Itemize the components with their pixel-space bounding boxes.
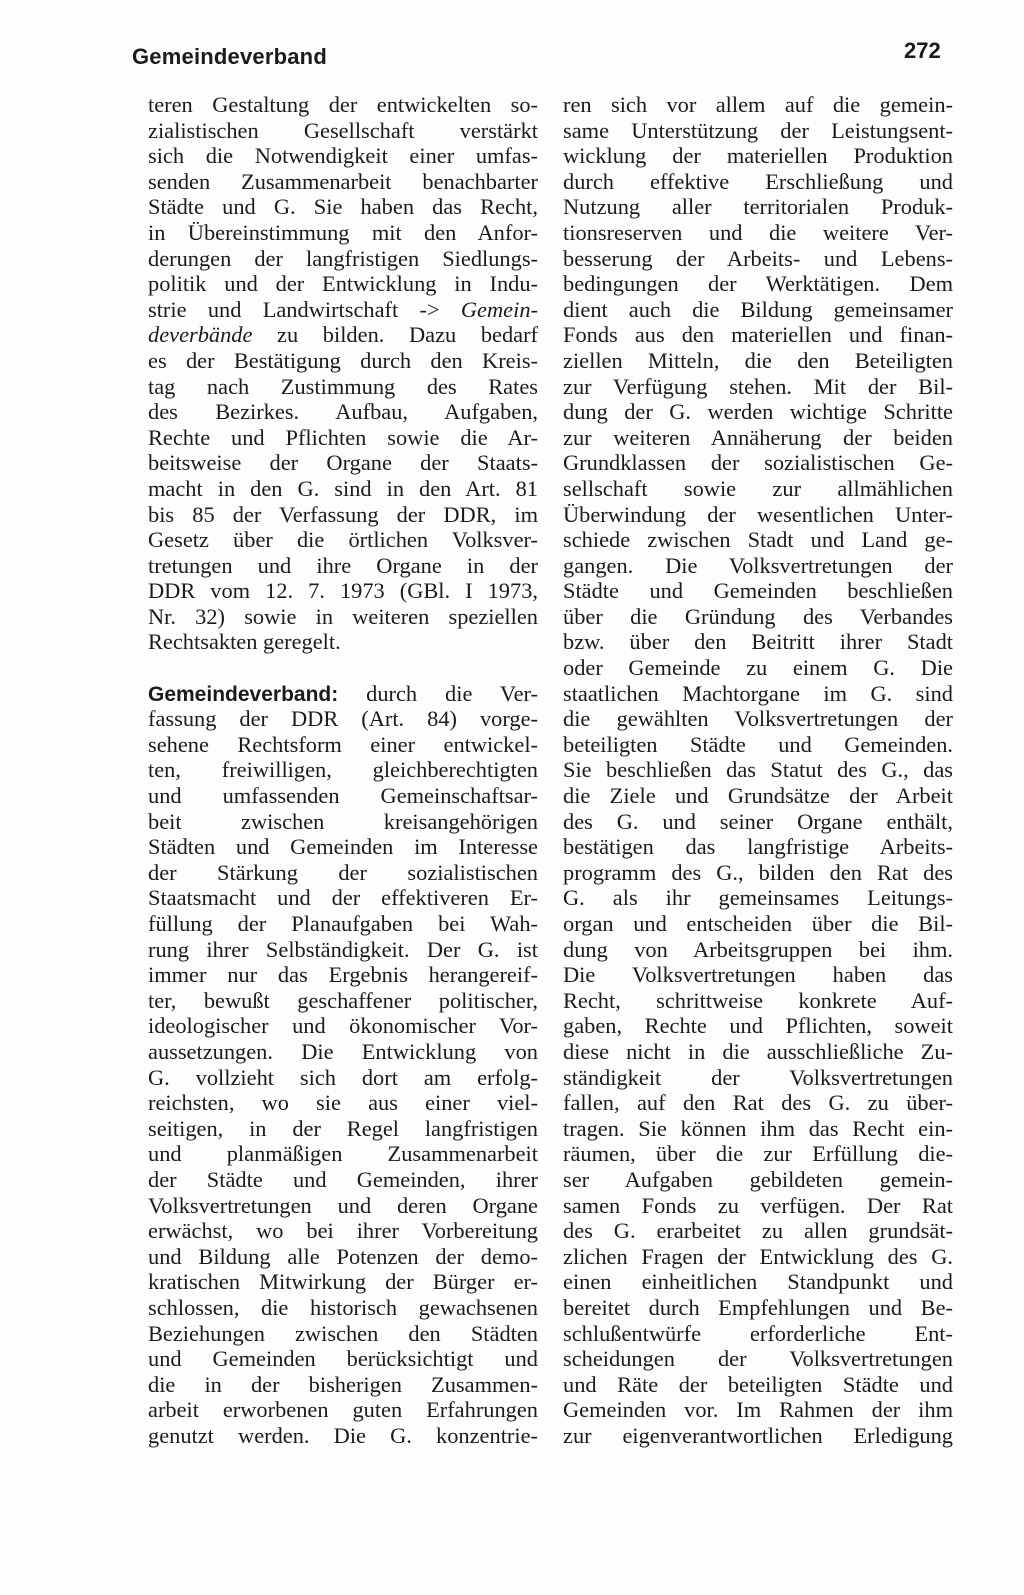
text-line: dung der G. werden wichtige Schritte bbox=[563, 399, 953, 425]
text-line: die gewählten Volksvertretungen der bbox=[563, 706, 953, 732]
text-line: zur weiteren Annäherung der beiden bbox=[563, 424, 953, 450]
text-line: des G. und seiner Organe enthält, bbox=[563, 808, 953, 834]
text-line: schiede zwischen Stadt und Land ge- bbox=[563, 527, 953, 553]
text-line: Städte und Gemeinden beschließen bbox=[563, 578, 953, 604]
entry-term: Gemeindeverband: bbox=[148, 682, 339, 706]
text-line: diese nicht in die ausschließliche Zu- bbox=[563, 1038, 953, 1064]
text-line: und Räte der beteiligten Städte und bbox=[563, 1371, 953, 1397]
text-line: räumen, über die zur Erfüllung die- bbox=[563, 1141, 953, 1167]
text-line: zlichen Fragen der Entwicklung des G. bbox=[563, 1243, 953, 1269]
text-line: in Übereinstimmung mit den Anfor- bbox=[148, 219, 538, 245]
text-line: ten, freiwilligen, gleichberechtigten bbox=[148, 757, 538, 783]
text-line: samen Fonds zu verfügen. Der Rat bbox=[563, 1192, 953, 1218]
cross-reference-arrow: -> bbox=[419, 296, 440, 322]
text-line: same Unterstützung der Leistungsent- bbox=[563, 117, 953, 143]
text-line-with-cross-reference bbox=[148, 297, 538, 323]
text-line: die Ziele und Grundsätze der Arbeit bbox=[563, 783, 953, 809]
text-line: Nutzung aller territorialen Produk- bbox=[563, 194, 953, 220]
text-line: bzw. über den Beitritt ihrer Stadt bbox=[563, 629, 953, 655]
text-line: ser Aufgaben gebildeten gemein- bbox=[563, 1166, 953, 1192]
text-line: Rechte und Pflichten sowie die Ar- bbox=[148, 424, 538, 450]
text-line: Städten und Gemeinden im Interesse bbox=[148, 834, 538, 860]
text-line: reichsten, wo sie aus einer viel- bbox=[148, 1090, 538, 1116]
text-line: der Städte und Gemeinden, ihrer bbox=[148, 1166, 538, 1192]
text-line: Staatsmacht und der effektiveren Er- bbox=[148, 885, 538, 911]
text-line: staatlichen Machtorgane im G. sind bbox=[563, 680, 953, 706]
text-line: tag nach Zustimmung des Rates bbox=[148, 373, 538, 399]
text-line: zur eigenverantwortlichen Erledigung bbox=[563, 1422, 953, 1448]
text-line: aussetzungen. Die Entwicklung von bbox=[148, 1038, 538, 1064]
text-line-with-cross-reference bbox=[148, 322, 538, 348]
text-line: es der Bestätigung durch den Kreis- bbox=[148, 347, 538, 373]
text-line: ren sich vor allem auf die gemein- bbox=[563, 92, 953, 117]
text-line: die in der bisherigen Zusammen- bbox=[148, 1371, 538, 1397]
text-line: Sie beschließen das Statut des G., das bbox=[563, 757, 953, 783]
page-number: 272 bbox=[904, 38, 941, 63]
text-line: Beziehungen zwischen den Städten bbox=[148, 1320, 538, 1346]
text-fragment: zu bilden. Dazu bedarf bbox=[252, 322, 538, 348]
text-line: einen einheitlichen Standpunkt und bbox=[563, 1269, 953, 1295]
text-line: ideologischer und ökonomischer Vor- bbox=[148, 1013, 538, 1039]
right-column bbox=[563, 92, 953, 1448]
text-line: oder Gemeinde zu einem G. Die bbox=[563, 655, 953, 681]
text-line: Recht, schrittweise konkrete Auf- bbox=[563, 987, 953, 1013]
text-line: scheidungen der Volksvertretungen bbox=[563, 1346, 953, 1372]
text-line: der Stärkung der sozialistischen bbox=[148, 859, 538, 885]
text-line: sellschaft sowie zur allmählichen bbox=[563, 475, 953, 501]
text-line: senden Zusammenarbeit benachbarter bbox=[148, 168, 538, 194]
text-line: G. als ihr gemeinsames Leitungs- bbox=[563, 885, 953, 911]
text-line: gangen. Die Volksvertretungen der bbox=[563, 552, 953, 578]
text-line: schlossen, die historisch gewachsenen bbox=[148, 1294, 538, 1320]
text-line: beteiligten Städte und Gemeinden. bbox=[563, 731, 953, 757]
text-line: Rechtsakten geregelt. bbox=[148, 629, 341, 655]
text-line: Fonds aus den materiellen und finan- bbox=[563, 322, 953, 348]
text-line: und planmäßigen Zusammenarbeit bbox=[148, 1141, 538, 1167]
text-line: und Gemeinden berücksichtigt und bbox=[148, 1346, 538, 1372]
text-line: Überwindung der wesentlichen Unter- bbox=[563, 501, 953, 527]
text-line: bedingungen der Werktätigen. Dem bbox=[563, 271, 953, 297]
text-line: dient auch die Bildung gemeinsamer bbox=[563, 296, 953, 322]
text-line: bis 85 der Verfassung der DDR, im bbox=[148, 501, 538, 527]
text-line: gaben, Rechte und Pflichten, soweit bbox=[563, 1013, 953, 1039]
text-line: zialistischen Gesellschaft verstärkt bbox=[148, 117, 538, 143]
left-column bbox=[148, 92, 538, 1448]
text-line: sich die Notwendigkeit einer umfas- bbox=[148, 143, 538, 169]
text-line: tretungen und ihre Organe in der bbox=[148, 552, 538, 578]
text-line: arbeit erworbenen guten Erfahrungen bbox=[148, 1397, 538, 1423]
text-line: schlußentwürfe erforderliche Ent- bbox=[563, 1320, 953, 1346]
text-line: seitigen, in der Regel langfristigen bbox=[148, 1115, 538, 1141]
text-line: ständigkeit der Volksvertretungen bbox=[563, 1064, 953, 1090]
text-line: Grundklassen der sozialistischen Ge- bbox=[563, 450, 953, 476]
text-line: derungen der langfristigen Siedlungs- bbox=[148, 245, 538, 271]
text-line: durch effektive Erschließung und bbox=[563, 168, 953, 194]
text-line: Volksvertretungen und deren Organe bbox=[148, 1192, 538, 1218]
text-line: besserung der Arbeits- und Lebens- bbox=[563, 245, 953, 271]
text-line: rung ihrer Selbständigkeit. Der G. ist bbox=[148, 936, 538, 962]
text-line: DDR vom 12. 7. 1973 (GBl. I 1973, bbox=[148, 578, 538, 604]
text-line: füllung der Planaufgaben bei Wah- bbox=[148, 911, 538, 936]
text-line: fassung der DDR (Art. 84) vorge- bbox=[148, 706, 538, 732]
cross-reference: deverbände bbox=[148, 322, 253, 348]
text-line: ter, bewußt geschaffener politischer, bbox=[148, 987, 538, 1013]
text-line: Gemeinden vor. Im Rahmen der ihm bbox=[563, 1397, 953, 1423]
text-line: dung von Arbeitsgruppen bei ihm. bbox=[563, 936, 953, 962]
text-line: tionsreserven und die weitere Ver- bbox=[563, 219, 953, 245]
text-line: teren Gestaltung der entwickelten so- bbox=[148, 92, 538, 117]
text-line: immer nur das Ergebnis herangereif- bbox=[148, 962, 538, 988]
text-line: fallen, auf den Rat des G. zu über- bbox=[563, 1090, 953, 1116]
text-line: erwächst, wo bei ihrer Vorbereitung bbox=[148, 1218, 538, 1244]
text-line: wicklung der materiellen Produktion bbox=[563, 143, 953, 169]
entry-first-line bbox=[148, 681, 538, 707]
text-line: beit zwischen kreisangehörigen bbox=[148, 808, 538, 834]
cross-reference: Gemein- bbox=[460, 296, 538, 322]
text-line: ziellen Mitteln, die den Beteiligten bbox=[563, 347, 953, 373]
text-line: des Bezirkes. Aufbau, Aufgaben, bbox=[148, 399, 538, 425]
text-line: beitsweise der Organe der Staats- bbox=[148, 450, 538, 476]
text-line: über die Gründung des Verbandes bbox=[563, 603, 953, 629]
text-line: macht in den G. sind in den Art. 81 bbox=[148, 475, 538, 501]
text-line: sehene Rechtsform einer entwickel- bbox=[148, 731, 538, 757]
text-line: des G. erarbeitet zu allen grundsät- bbox=[563, 1218, 953, 1244]
text-line: organ und entscheiden über die Bil- bbox=[563, 911, 953, 936]
text-line: Städte und G. Sie haben das Recht, bbox=[148, 194, 538, 220]
text-line: und Bildung alle Potenzen der demo- bbox=[148, 1243, 538, 1269]
text-line: bereitet durch Empfehlungen und Be- bbox=[563, 1294, 953, 1320]
text-line: Die Volksvertretungen haben das bbox=[563, 962, 953, 988]
text-line: Nr. 32) sowie in weiteren speziellen bbox=[148, 603, 538, 629]
paragraph-spacer bbox=[148, 655, 538, 681]
text-line: politik und der Entwicklung in Indu- bbox=[148, 271, 538, 297]
text-line: programm des G., bilden den Rat des bbox=[563, 859, 953, 885]
text-line: zur Verfügung stehen. Mit der Bil- bbox=[563, 373, 953, 399]
text-line: tragen. Sie können ihm das Recht ein- bbox=[563, 1115, 953, 1141]
text-line: genutzt werden. Die G. konzentrie- bbox=[148, 1422, 538, 1448]
running-head: Gemeindeverband bbox=[132, 44, 327, 69]
text-fragment: durch die Ver- bbox=[338, 680, 538, 706]
text-line: bestätigen das langfristige Arbeits- bbox=[563, 834, 953, 860]
text-fragment: strie und Landwirtschaft bbox=[148, 296, 399, 322]
text-line: G. vollzieht sich dort am erfolg- bbox=[148, 1064, 538, 1090]
text-line: und umfassenden Gemeinschaftsar- bbox=[148, 783, 538, 809]
text-line: kratischen Mitwirkung der Bürger er- bbox=[148, 1269, 538, 1295]
text-line: Gesetz über die örtlichen Volksver- bbox=[148, 527, 538, 553]
